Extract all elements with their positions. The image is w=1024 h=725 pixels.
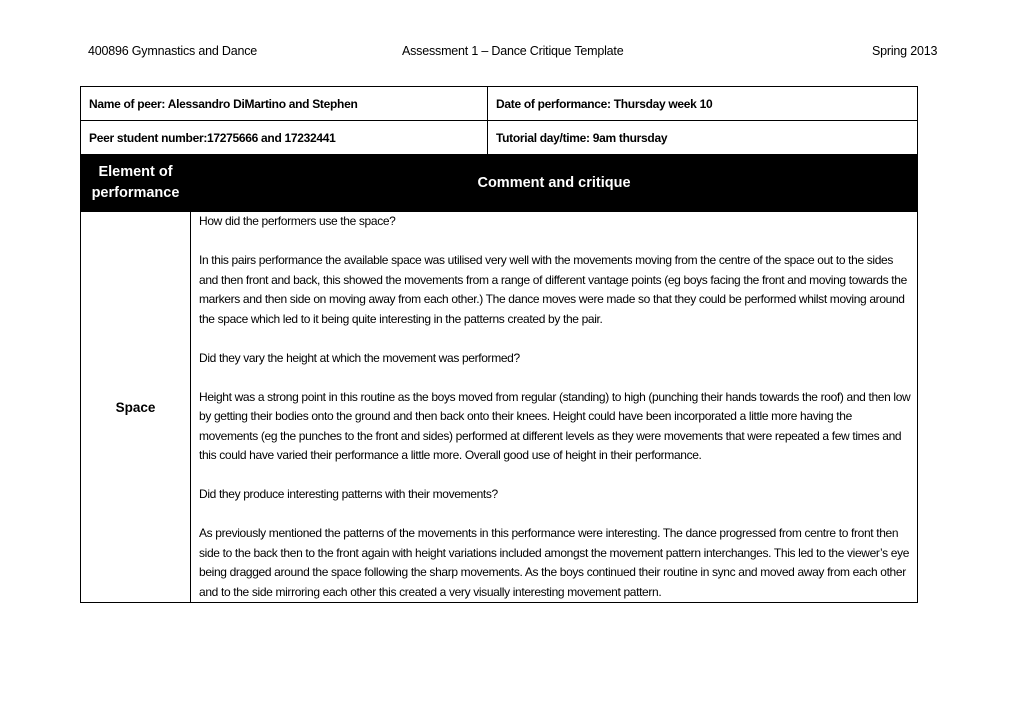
tutorial-cell: Tutorial day/time: 9am thursday: [488, 121, 918, 155]
answer-height: Height was a strong point in this routine as the boys moved from regular (standing) to high (punching their hands towards the roof) and then low by getting their bodies onto the ground and then back onto their knees. Height could have been incorporated a little more having the movements (eg the punches to the front and sides) performed at different levels as they were movements that were repeated a few times and this could have varied their performance a little more. Overall good use of height in their performance.: [199, 389, 911, 462]
element-header: [81, 155, 191, 212]
document-title: Assessment 1 – Dance Critique Template: [402, 44, 624, 58]
info-row-2: [81, 121, 918, 155]
critique-table: [80, 86, 918, 603]
table-header-row: [81, 155, 918, 212]
question-height: Did they vary the height at which the movement was performed?: [199, 350, 520, 365]
space-critique: [191, 212, 918, 603]
student-number-cell: Peer student number:17275666 and 17232441: [81, 121, 488, 155]
peer-name-cell: Name of peer: Alessandro DiMartino and Stephen: [81, 87, 488, 121]
element-header-line1: Element of: [98, 164, 173, 180]
answer-space-use: In this pairs performance the available space was utilised very well with the movements moving from the centre of the space out to the sides and then front and back, this showed the movements from a range of different vantage points (eg boys facing the front and moving towards the markers and then side on moving away from each other.) The dance moves were made so that they could be performed whilst moving around the space which led to it being quite interesting in the patterns created by the pair.: [199, 253, 907, 326]
space-row: [81, 212, 918, 603]
comment-header: Comment and critique: [191, 155, 918, 212]
question-space-use: How did the performers use the space?: [199, 214, 396, 228]
space-label: Space: [81, 212, 191, 603]
performance-date-cell: Date of performance: Thursday week 10: [488, 87, 918, 121]
element-header-line2: performance: [91, 185, 180, 201]
course-name: 400896 Gymnastics and Dance: [88, 44, 258, 58]
term-label: Spring 2013: [872, 44, 938, 58]
info-row-1: [81, 87, 918, 121]
question-patterns: Did they produce interesting patterns with their movements?: [199, 487, 498, 501]
answer-patterns: As previously mentioned the patterns of the movements in this performance were interesting. The dance progressed from centre to front then side to the back then to the front again with height variations included amongst the movement pattern interchanges. This led to the viewer’s eye being dragged around the space following the sharp movements. As the boys continued their routine in sync and moved away from each other and to the side mirroring each other this created a very visually interesting movement pattern.: [199, 526, 910, 599]
